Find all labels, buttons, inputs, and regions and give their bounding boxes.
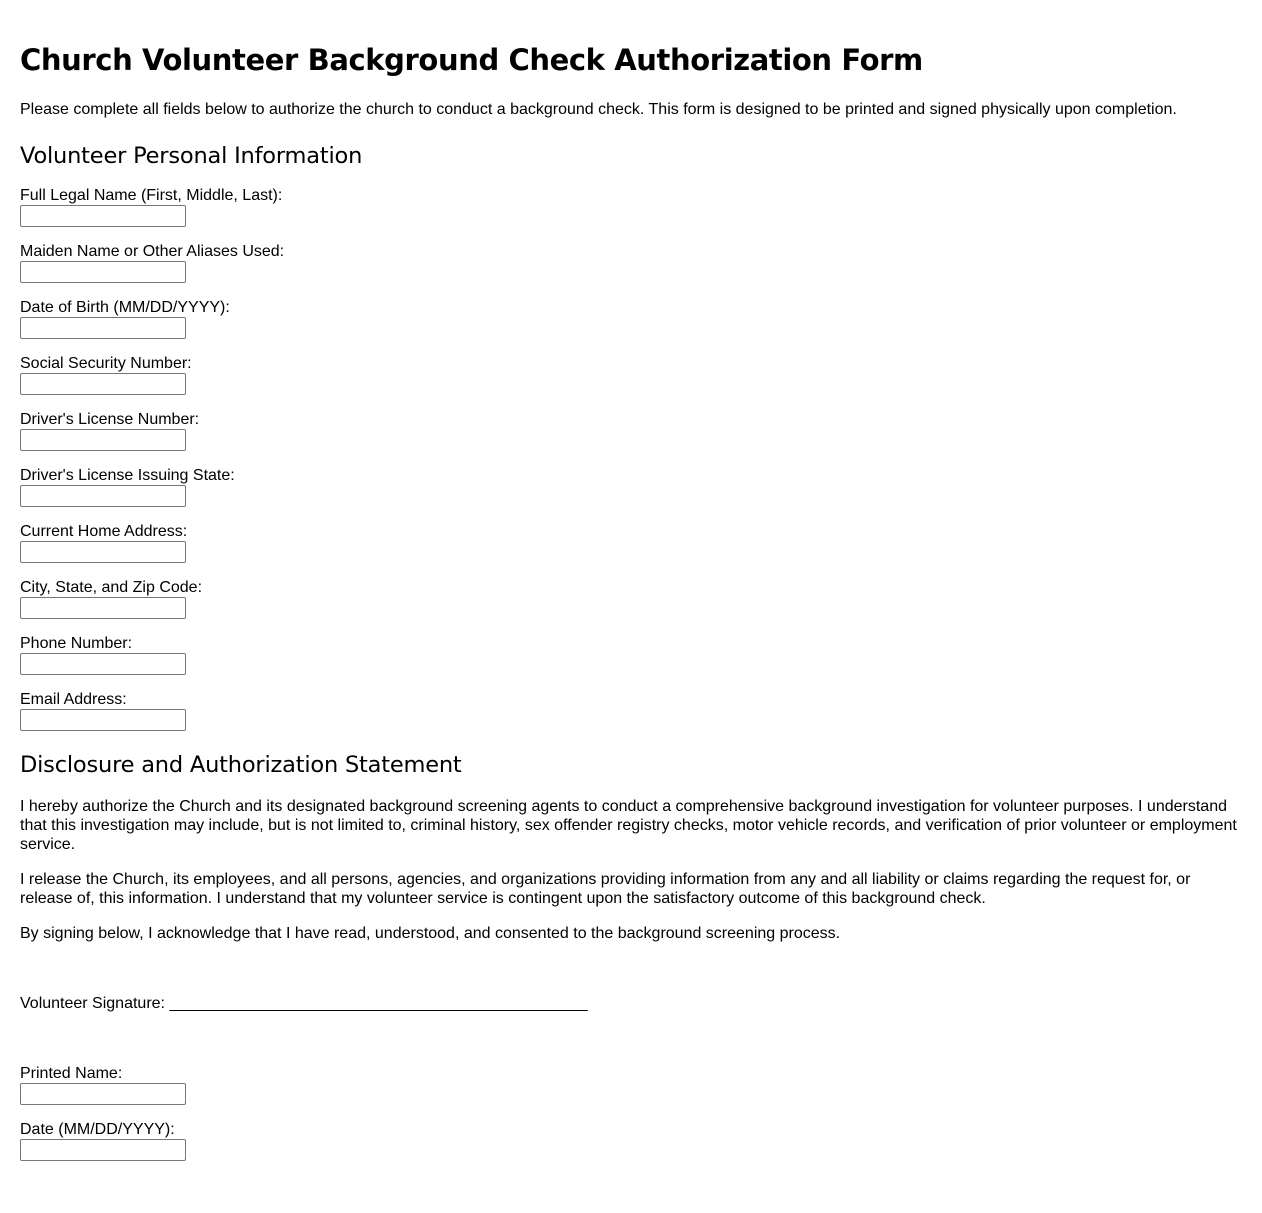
home-address-label: Current Home Address: (20, 523, 188, 540)
home-address-input[interactable] (20, 541, 186, 563)
aliases-field (20, 242, 1242, 283)
dob-field (20, 298, 1242, 339)
intro-text: Please complete all fields below to authorize the church to conduct a background check. This form is designed to be printed and signed physically upon completion. (20, 101, 1177, 118)
phone-field (20, 634, 1242, 675)
license-number-label: Driver's License Number: (20, 411, 200, 428)
ssn-field (20, 354, 1242, 395)
license-number-input[interactable] (20, 429, 186, 451)
email-field (20, 690, 1242, 731)
city-state-zip-label: City, State, and Zip Code: (20, 579, 203, 596)
printed-name-field (20, 1064, 1242, 1105)
full-name-label: Full Legal Name (First, Middle, Last): (20, 187, 283, 204)
ssn-input[interactable] (20, 373, 186, 395)
license-number-field (20, 410, 1242, 451)
disclosure-heading: Disclosure and Authorization Statement (20, 752, 462, 778)
volunteer-signature-line: Volunteer Signature: _______________________________________________ (20, 995, 588, 1012)
signature-date-label: Date (MM/DD/YYYY): (20, 1121, 175, 1138)
city-state-zip-field (20, 578, 1242, 619)
dob-label: Date of Birth (MM/DD/YYYY): (20, 299, 230, 316)
license-state-field (20, 466, 1242, 507)
phone-label: Phone Number: (20, 635, 133, 652)
email-label: Email Address: (20, 691, 127, 708)
signature-date-input[interactable] (20, 1139, 186, 1161)
city-state-zip-input[interactable] (20, 597, 186, 619)
authorization-paragraph: I hereby authorize the Church and its designated background screening agents to conduct a comprehensive background investigation for volunteer purposes. I understand that this investigation may include, but is not limited to, criminal history, sex offender registry checks, motor vehicle records, and verification of prior volunteer or employment service. (20, 798, 1237, 853)
disclosure-section (20, 751, 1242, 1161)
license-state-input[interactable] (20, 485, 186, 507)
full-name-input[interactable] (20, 205, 186, 227)
printed-name-input[interactable] (20, 1083, 186, 1105)
page-title: Church Volunteer Background Check Authorization Form (20, 43, 923, 77)
release-paragraph: I release the Church, its employees, and all persons, agencies, and organizations providing information from any and all liability or claims regarding the request for, or release of, this information. I understand that my volunteer service is contingent upon the satisfactory outcome of this background check. (20, 871, 1191, 907)
aliases-label: Maiden Name or Other Aliases Used: (20, 243, 285, 260)
dob-input[interactable] (20, 317, 186, 339)
phone-input[interactable] (20, 653, 186, 675)
acknowledgement-paragraph: By signing below, I acknowledge that I have read, understood, and consented to the background screening process. (20, 925, 841, 942)
ssn-label: Social Security Number: (20, 355, 192, 372)
home-address-field (20, 522, 1242, 563)
personal-info-heading: Volunteer Personal Information (20, 143, 363, 169)
printed-name-label: Printed Name: (20, 1065, 123, 1082)
license-state-label: Driver's License Issuing State: (20, 467, 235, 484)
signature-date-field (20, 1120, 1242, 1161)
email-input[interactable] (20, 709, 186, 731)
aliases-input[interactable] (20, 261, 186, 283)
full-name-field (20, 186, 1242, 227)
